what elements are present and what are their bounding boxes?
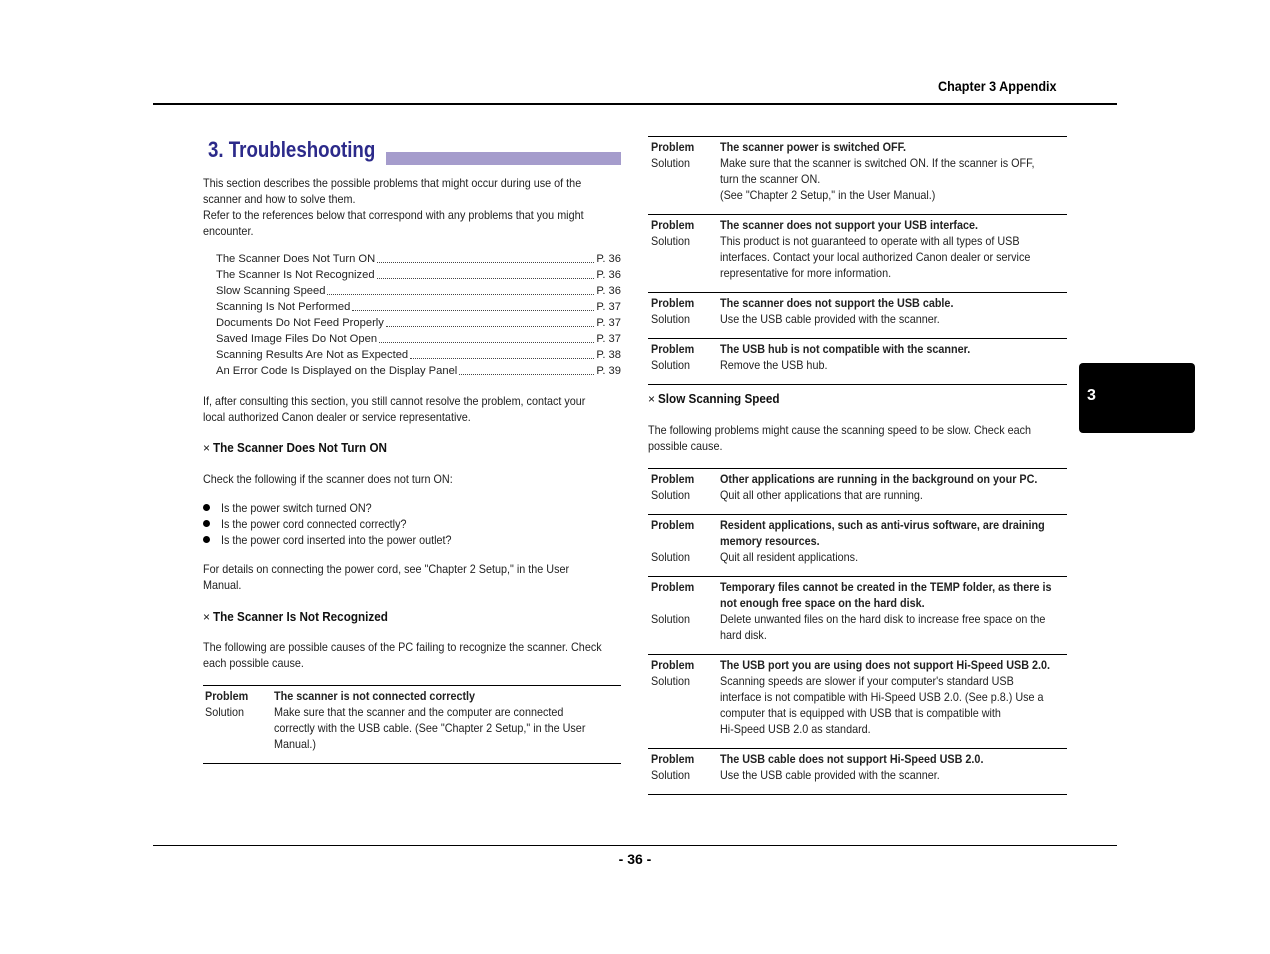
- problem-text: The USB cable does not support Hi-Speed USB 2.0.: [720, 752, 984, 766]
- problem-row: [651, 471, 1067, 487]
- problem-solution-entry: [203, 685, 621, 764]
- problem-row: [651, 751, 1067, 767]
- solution-text: This product is not guaranteed to operate with all types of USB interfaces. Contact your local authorized Canon dealer or service representative for more information.: [720, 234, 1031, 280]
- cross-icon: ×: [203, 610, 211, 624]
- chapter-tab-label: 3: [1087, 387, 1096, 404]
- solution-text: Use the USB cable provided with the scanner.: [720, 768, 940, 782]
- toc-entry-label: Slow Scanning Speed: [216, 285, 326, 297]
- section-title: 3. Troubleshooting: [208, 137, 376, 162]
- toc-entry-label: Saved Image Files Do Not Open: [216, 333, 378, 345]
- problem-text: The USB port you are using does not support Hi-Speed USB 2.0.: [720, 658, 1051, 672]
- footer-rule: [153, 845, 1117, 846]
- toc-leader-dots: [410, 358, 594, 359]
- solution-label: Solution: [651, 312, 691, 326]
- solution-row: [651, 311, 1067, 327]
- toc-leader-dots: [352, 310, 594, 311]
- contact-paragraph: If, after consulting this section, you still cannot resolve the problem, contact your local authorized Canon dealer or service representative.: [203, 394, 586, 424]
- cross-icon: ×: [203, 441, 211, 455]
- problem-text: The USB hub is not compatible with the scanner.: [720, 342, 971, 356]
- toc-entry[interactable]: [216, 251, 621, 267]
- problem-text: The scanner does not support your USB interface.: [720, 218, 979, 232]
- solution-text: Make sure that the scanner is switched ON. If the scanner is OFF, turn the scanner ON. (See "Chapter 2 Setup," in the User Manual.): [720, 156, 1035, 202]
- toc-entry-page: P. 36: [596, 253, 621, 265]
- subheading-not-turn-on: × The Scanner Does Not Turn ON: [203, 440, 388, 455]
- problem-solution-entry: [648, 214, 1067, 292]
- slow-speed-lead: The following problems might cause the scanning speed to be slow. Check each possible cause.: [648, 423, 1032, 453]
- solution-row: [651, 357, 1067, 373]
- problem-solution-entry: [648, 748, 1067, 795]
- solution-label: Solution: [651, 612, 691, 626]
- problem-label: Problem: [651, 218, 695, 232]
- toc-entry-page: P. 37: [596, 317, 621, 329]
- solution-text: Delete unwanted files on the hard disk to increase free space on the hard disk.: [720, 612, 1046, 642]
- solution-label: Solution: [651, 234, 691, 248]
- toc-leader-dots: [327, 294, 594, 295]
- problem-row: [651, 341, 1067, 357]
- cross-icon: ×: [648, 392, 656, 406]
- solution-text: Scanning speeds are slower if your computer's standard USB interface is not compatible with Hi-Speed USB 2.0. (See p.8.) Use a computer that is equipped with USB that is compatible with Hi-Speed USB 2.0 as standard.: [720, 674, 1044, 736]
- header-rule: [153, 103, 1117, 105]
- solution-row: [651, 673, 1067, 737]
- problem-label: Problem: [651, 472, 695, 486]
- problem-text: The scanner is not connected correctly: [274, 689, 476, 703]
- power-checklist: [203, 500, 477, 548]
- intro-paragraph: This section describes the possible problems that might occur during use of the scanner and how to solve them. Refer to the references below that correspond with any problems that you might encounter.: [203, 176, 584, 238]
- toc-leader-dots: [377, 278, 595, 279]
- problem-solution-entry: [648, 136, 1067, 214]
- problem-label: Problem: [651, 296, 695, 310]
- toc-entry-page: P. 36: [596, 285, 621, 297]
- solution-row: [651, 487, 1067, 503]
- solution-text: Quit all resident applications.: [720, 550, 859, 564]
- toc-leader-dots: [379, 342, 594, 343]
- bullet-icon: [203, 536, 210, 543]
- toc-entry[interactable]: [216, 347, 621, 363]
- problem-text: Temporary files cannot be created in the TEMP folder, as there is not enough free space on the hard disk.: [720, 580, 1052, 610]
- chapter-title: Chapter 3 Appendix: [938, 78, 1057, 94]
- toc-entry-page: P. 36: [596, 269, 621, 281]
- problem-row: [651, 657, 1067, 673]
- problem-solution-entry: [648, 654, 1067, 748]
- solution-label: Solution: [651, 674, 691, 688]
- solution-row: [205, 704, 621, 752]
- problem-solution-entry: [648, 514, 1067, 576]
- toc-entry[interactable]: [216, 299, 621, 315]
- toc-entry-page: P. 38: [596, 349, 621, 361]
- solution-label: Solution: [651, 488, 691, 502]
- bullet-icon: [203, 520, 210, 527]
- not-turn-on-lead: Check the following if the scanner does not turn ON:: [203, 472, 453, 486]
- toc-entry[interactable]: [216, 283, 621, 299]
- problem-solution-entry: [648, 576, 1067, 654]
- toc-entry-label: The Scanner Is Not Recognized: [216, 269, 375, 281]
- toc-entry-label: The Scanner Does Not Turn ON: [216, 253, 376, 265]
- solution-label: Solution: [205, 705, 245, 719]
- solution-row: [651, 155, 1067, 203]
- toc-entry-page: P. 37: [596, 333, 621, 345]
- problem-label: Problem: [651, 580, 695, 594]
- page-number: - 36 -: [618, 851, 652, 867]
- solution-text: Remove the USB hub.: [720, 358, 828, 372]
- problem-text: Resident applications, such as anti-virus software, are draining memory resources.: [720, 518, 1045, 548]
- not-recognized-lead: The following are possible causes of the PC failing to recognize the scanner. Check each possible cause.: [203, 640, 602, 670]
- problem-row: [651, 295, 1067, 311]
- problem-solution-table: [648, 468, 1067, 795]
- toc-leader-dots: [377, 262, 594, 263]
- toc-entry[interactable]: [216, 267, 621, 283]
- toc-leader-dots: [386, 326, 594, 327]
- solution-text: Make sure that the scanner and the computer are connected correctly with the USB cable. (See "Chapter 2 Setup," in the User Manual.): [274, 705, 586, 751]
- list-item: Is the power cord inserted into the power outlet?: [203, 532, 477, 548]
- toc-entry-page: P. 39: [596, 365, 621, 377]
- problem-solution-entry: [648, 338, 1067, 385]
- problem-text: The scanner does not support the USB cable.: [720, 296, 954, 310]
- problem-row: [651, 139, 1067, 155]
- toc-leader-dots: [459, 374, 594, 375]
- solution-label: Solution: [651, 358, 691, 372]
- toc-list: [216, 251, 621, 379]
- problem-label: Problem: [651, 342, 695, 356]
- solution-row: [651, 611, 1067, 643]
- problem-label: Problem: [651, 752, 695, 766]
- chapter-tab[interactable]: [1079, 363, 1195, 433]
- problem-row: [651, 217, 1067, 233]
- problem-row: [205, 688, 621, 704]
- toc-entry-label: Documents Do Not Feed Properly: [216, 317, 384, 329]
- solution-row: [651, 233, 1067, 281]
- problem-row: [651, 517, 1067, 549]
- problem-solution-entry: [648, 468, 1067, 514]
- problem-solution-table: [648, 136, 1067, 385]
- toc-entry-page: P. 37: [596, 301, 621, 313]
- toc-entry[interactable]: [216, 331, 621, 347]
- subheading-slow-speed: × Slow Scanning Speed: [648, 391, 780, 406]
- bullet-icon: [203, 504, 210, 511]
- solution-label: Solution: [651, 550, 691, 564]
- toc-entry-label: Scanning Results Are Not as Expected: [216, 349, 409, 361]
- problem-label: Problem: [651, 140, 695, 154]
- toc-entry-label: Scanning Is Not Performed: [216, 301, 351, 313]
- problem-label: Problem: [205, 689, 249, 703]
- problem-label: Problem: [651, 658, 695, 672]
- list-item: Is the power switch turned ON?: [203, 500, 477, 516]
- problem-text: The scanner power is switched OFF.: [720, 140, 907, 154]
- problem-solution-table: [203, 685, 621, 764]
- subheading-not-recognized: × The Scanner Is Not Recognized: [203, 609, 388, 624]
- solution-text: Quit all other applications that are running.: [720, 488, 923, 502]
- problem-text: Other applications are running in the background on your PC.: [720, 472, 1038, 486]
- toc-entry[interactable]: [216, 315, 621, 331]
- toc-entry-label: An Error Code Is Displayed on the Display Panel: [216, 365, 458, 377]
- power-cord-details: For details on connecting the power cord, see "Chapter 2 Setup," in the User Manual.: [203, 562, 570, 592]
- solution-row: [651, 767, 1067, 783]
- list-item: Is the power cord connected correctly?: [203, 516, 477, 532]
- solution-label: Solution: [651, 156, 691, 170]
- problem-label: Problem: [651, 518, 695, 532]
- solution-label: Solution: [651, 768, 691, 782]
- problem-row: [651, 579, 1067, 611]
- solution-text: Use the USB cable provided with the scanner.: [720, 312, 940, 326]
- problem-solution-entry: [648, 292, 1067, 338]
- solution-row: [651, 549, 1067, 565]
- toc-entry[interactable]: [216, 363, 621, 379]
